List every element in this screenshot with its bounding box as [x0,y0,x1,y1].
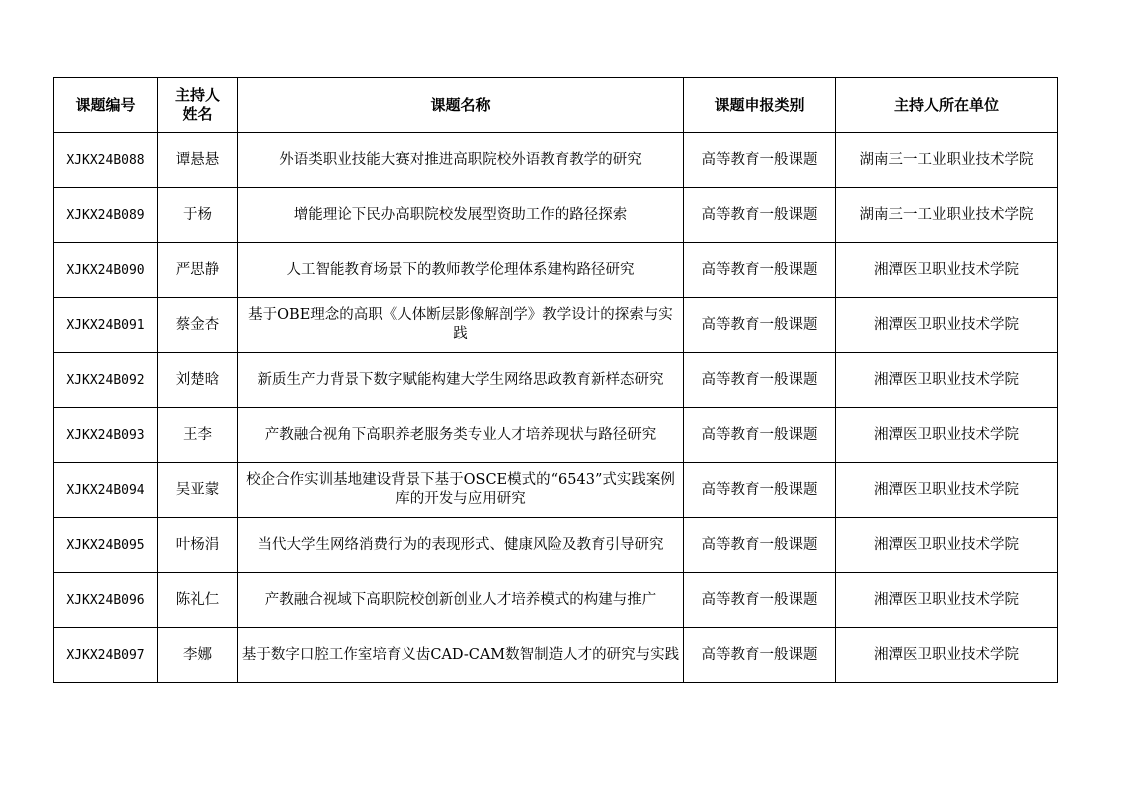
table-row [54,628,1058,683]
table-row [54,408,1058,463]
header-host-name [158,78,238,133]
cell-category: 高等教育一般课题 [684,573,836,628]
cell-project-code: XJKX24B096 [54,573,158,628]
cell-unit: 湘潭医卫职业技术学院 [836,243,1058,298]
cell-project-code: XJKX24B094 [54,463,158,518]
table-row [54,518,1058,573]
cell-project-code: XJKX24B092 [54,353,158,408]
cell-project-title: 校企合作实训基地建设背景下基于OSCE模式的“6543”式实践案例库的开发与应用研究 [238,463,684,518]
cell-unit: 湖南三一工业职业技术学院 [836,188,1058,243]
cell-unit: 湘潭医卫职业技术学院 [836,408,1058,463]
cell-project-title: 基于数字口腔工作室培育义齿CAD-CAM数智制造人才的研究与实践 [238,628,684,683]
cell-host-name: 刘楚晗 [158,353,238,408]
cell-project-code: XJKX24B089 [54,188,158,243]
cell-host-name: 谭悬悬 [158,133,238,188]
header-category: 课题申报类别 [684,78,836,133]
cell-unit: 湖南三一工业职业技术学院 [836,133,1058,188]
cell-category: 高等教育一般课题 [684,628,836,683]
cell-category: 高等教育一般课题 [684,188,836,243]
cell-unit: 湘潭医卫职业技术学院 [836,573,1058,628]
project-table [53,77,1058,683]
cell-project-title: 产教融合视域下高职院校创新创业人才培养模式的构建与推广 [238,573,684,628]
cell-unit: 湘潭医卫职业技术学院 [836,353,1058,408]
table-row [54,573,1058,628]
cell-project-title: 基于OBE理念的高职《人体断层影像解剖学》教学设计的探索与实践 [238,298,684,353]
cell-category: 高等教育一般课题 [684,243,836,298]
cell-project-title: 增能理论下民办高职院校发展型资助工作的路径探索 [238,188,684,243]
table-row [54,298,1058,353]
cell-project-title: 人工智能教育场景下的教师教学伦理体系建构路径研究 [238,243,684,298]
cell-host-name: 吴亚蒙 [158,463,238,518]
table-row [54,353,1058,408]
table-row [54,243,1058,298]
cell-host-name: 叶杨涓 [158,518,238,573]
cell-project-code: XJKX24B090 [54,243,158,298]
header-unit: 主持人所在单位 [836,78,1058,133]
cell-category: 高等教育一般课题 [684,133,836,188]
cell-project-title: 外语类职业技能大赛对推进高职院校外语教育教学的研究 [238,133,684,188]
cell-project-code: XJKX24B093 [54,408,158,463]
cell-project-code: XJKX24B091 [54,298,158,353]
cell-host-name: 陈礼仁 [158,573,238,628]
cell-project-title: 产教融合视角下高职养老服务类专业人才培养现状与路径研究 [238,408,684,463]
cell-host-name: 蔡金杏 [158,298,238,353]
cell-category: 高等教育一般课题 [684,298,836,353]
cell-host-name: 于杨 [158,188,238,243]
cell-project-code: XJKX24B095 [54,518,158,573]
cell-host-name: 李娜 [158,628,238,683]
cell-project-title: 新质生产力背景下数字赋能构建大学生网络思政教育新样态研究 [238,353,684,408]
cell-project-title: 当代大学生网络消费行为的表现形式、健康风险及教育引导研究 [238,518,684,573]
header-host-line2: 姓名 [182,105,213,123]
cell-host-name: 王李 [158,408,238,463]
header-host-line1: 主持人 [174,86,220,104]
cell-unit: 湘潭医卫职业技术学院 [836,518,1058,573]
cell-unit: 湘潭医卫职业技术学院 [836,298,1058,353]
cell-project-code: XJKX24B088 [54,133,158,188]
header-project-code: 课题编号 [54,78,158,133]
cell-category: 高等教育一般课题 [684,353,836,408]
cell-category: 高等教育一般课题 [684,408,836,463]
cell-category: 高等教育一般课题 [684,518,836,573]
cell-unit: 湘潭医卫职业技术学院 [836,463,1058,518]
table-row [54,133,1058,188]
header-project-title: 课题名称 [238,78,684,133]
table-header-row [54,78,1058,133]
cell-category: 高等教育一般课题 [684,463,836,518]
table-row [54,463,1058,518]
cell-host-name: 严思静 [158,243,238,298]
cell-unit: 湘潭医卫职业技术学院 [836,628,1058,683]
table-row [54,188,1058,243]
cell-project-code: XJKX24B097 [54,628,158,683]
